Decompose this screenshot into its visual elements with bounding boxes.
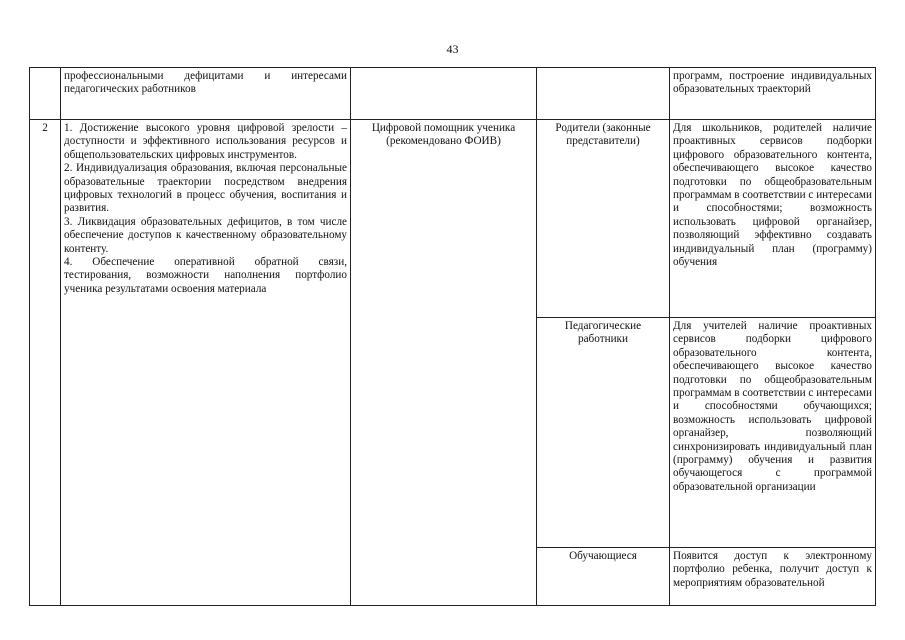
cell-goals-continuation: профессиональными дефицитами и интересами педагогических работников <box>61 68 351 120</box>
table-row-continuation <box>30 68 876 120</box>
cell-effect-continuation: программ, построение индивидуальных образовательных траекторий <box>670 68 876 120</box>
services-table <box>29 67 876 606</box>
page-number: 43 <box>446 42 459 56</box>
cell-service-empty <box>351 68 537 120</box>
cell-row-number: 2 <box>30 120 61 606</box>
table-row-2 <box>30 120 876 318</box>
cell-effect-students: Появится доступ к электронному портфолио ребенка, получит доступ к мероприятиям образовательной <box>670 548 876 606</box>
goal-item-3: 3. Ликвидация образовательных дефицитов, в том числе обеспечение доступов к качественному образовательному контенту. <box>64 215 347 255</box>
cell-user-group-teachers: Педагогические работники <box>537 318 670 548</box>
cell-user-group-parents: Родители (законные представители) <box>537 120 670 318</box>
goal-item-1: 1. Достижение высокого уровня цифровой зрелости – доступности и эффективного использования ресурсов и общепользовательских цифровых инструментов. <box>64 122 347 161</box>
cell-effect-teachers: Для учителей наличие проактивных сервисов подборки цифрового образовательного контента, обеспечивающего высокое качество подготовки по общеобразовательным программам в соответствии с интересами и способностями обучающихся; возможность использовать цифровой органайзер, позволяющий синхронизировать индивидуальный план (программу) обучения и развития обучающегося с программой образовательной организации <box>670 318 876 548</box>
cell-effect-parents: Для школьников, родителей наличие проактивных сервисов подборки цифрового образовательного контента, обеспечивающего высокое качество подготовки по общеобразовательным программам в соответствии с интересами и способностями; возможность использовать цифровой органайзер, позволяющий эффективно создавать индивидуальный план (программу) обучения <box>670 120 876 318</box>
goal-item-4: 4. Обеспечение оперативной обратной связи, тестирования, возможности наполнения портфолио ученика результатами освоения материала <box>64 256 347 295</box>
goal-item-2: 2. Индивидуализация образования, включая персональные образовательные траектории посредством внедрения цифровых технологий в процесс обучения, воспитания и развития. <box>64 162 347 215</box>
cell-service-name: Цифровой помощник ученика (рекомендовано ФОИВ) <box>351 120 537 606</box>
cell-user-empty <box>537 68 670 120</box>
cell-user-group-students: Обучающиеся <box>537 548 670 606</box>
cell-goals <box>61 120 351 606</box>
cell-num-empty <box>30 68 61 120</box>
